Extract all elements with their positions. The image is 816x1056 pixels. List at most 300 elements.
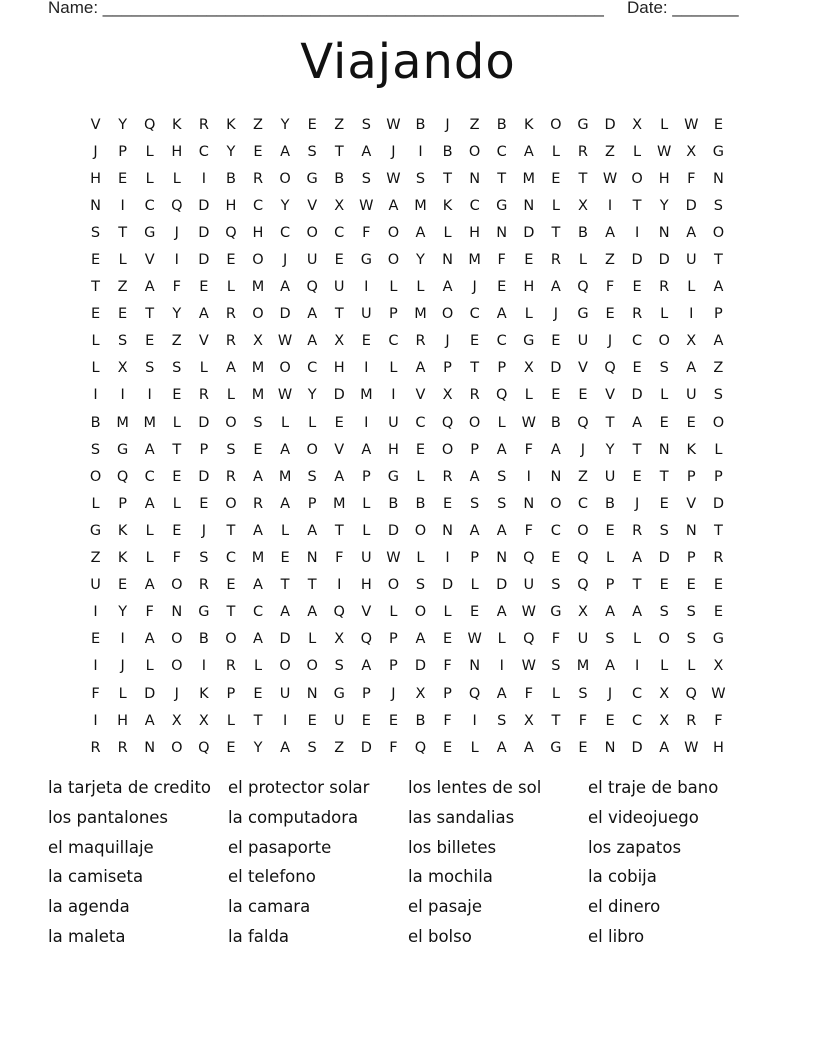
grid-letter: X — [334, 631, 345, 648]
grid-letter: C — [388, 333, 399, 350]
grid-letter: D — [685, 197, 697, 214]
grid-row — [82, 680, 732, 707]
word-list-item: la camara — [228, 897, 311, 917]
grid-letter: T — [280, 577, 290, 594]
grid-letter: R — [198, 387, 209, 404]
grid-letter: C — [252, 604, 264, 621]
grid-letter: A — [523, 739, 534, 756]
grid-letter: I — [364, 279, 369, 296]
grid-row — [82, 246, 732, 273]
grid-letter: G — [333, 685, 345, 702]
grid-letter: Q — [306, 279, 318, 296]
grid-letter: F — [335, 550, 344, 567]
grid-letter: L — [497, 631, 506, 648]
grid-letter: A — [361, 658, 372, 675]
grid-letter: Y — [416, 252, 425, 269]
grid-letter: I — [337, 577, 342, 594]
grid-letter: S — [334, 658, 344, 675]
grid-letter: R — [550, 252, 561, 269]
grid-letter: N — [442, 252, 453, 269]
grid-letter: Q — [577, 279, 589, 296]
grid-letter: O — [306, 224, 318, 241]
grid-letter: Q — [414, 739, 427, 756]
grid-letter: E — [199, 495, 209, 512]
grid-letter: A — [659, 739, 670, 756]
grid-letter: L — [416, 550, 425, 567]
grid-letter: O — [171, 658, 183, 675]
grid-letter: I — [282, 712, 288, 729]
grid-letter: A — [605, 658, 615, 675]
grid-letter: I — [93, 712, 98, 729]
grid-letter: K — [226, 116, 236, 133]
grid-letter: J — [607, 685, 613, 702]
grid-letter: I — [174, 252, 179, 269]
grid-letter: W — [521, 658, 536, 675]
grid-letter: W — [359, 197, 374, 214]
grid-letter: C — [469, 197, 480, 214]
grid-letter: C — [225, 550, 236, 567]
grid-letter: O — [712, 224, 725, 241]
grid-letter: L — [551, 143, 560, 160]
grid-letter: F — [443, 658, 452, 675]
grid-letter: L — [660, 306, 669, 323]
grid-letter: L — [687, 658, 696, 675]
grid-letter: P — [199, 441, 209, 458]
grid-letter: F — [524, 522, 533, 539]
grid-letter: X — [523, 712, 534, 729]
grid-letter: M — [522, 170, 536, 187]
grid-letter: T — [713, 522, 723, 539]
grid-letter: O — [279, 170, 291, 187]
grid-letter: O — [279, 658, 291, 675]
grid-letter: A — [280, 495, 291, 512]
grid-letter: Y — [172, 306, 182, 323]
grid-letter: O — [279, 360, 291, 377]
grid-letter: E — [118, 306, 128, 323]
grid-letter: O — [89, 468, 102, 485]
grid-row — [82, 138, 732, 165]
grid-letter: M — [414, 306, 427, 323]
grid-letter: L — [660, 387, 669, 404]
grid-letter: N — [523, 197, 535, 214]
grid-letter: U — [604, 468, 616, 485]
grid-letter: L — [687, 279, 696, 296]
grid-letter: T — [226, 522, 236, 539]
grid-letter: L — [497, 414, 506, 431]
grid-letter: E — [713, 577, 723, 594]
grid-letter: H — [171, 143, 183, 160]
grid-letter: Q — [577, 577, 589, 594]
grid-letter: C — [632, 685, 643, 702]
grid-letter: T — [443, 170, 452, 187]
grid-letter: A — [144, 577, 155, 594]
grid-letter: S — [551, 577, 561, 594]
grid-letter: C — [577, 495, 588, 512]
grid-letter: A — [632, 414, 643, 431]
grid-letter: V — [307, 197, 318, 214]
grid-letter: R — [442, 468, 453, 485]
grid-letter: D — [631, 739, 643, 756]
grid-letter: W — [386, 550, 401, 567]
grid-letter: F — [605, 279, 615, 296]
grid-letter: I — [526, 468, 531, 485]
grid-letter: G — [116, 441, 129, 458]
grid-letter: C — [334, 224, 345, 241]
grid-letter: F — [389, 739, 398, 756]
grid-letter: A — [198, 306, 209, 323]
grid-letter: J — [580, 441, 586, 458]
grid-letter: L — [226, 712, 235, 729]
grid-letter: V — [686, 495, 697, 512]
grid-letter: N — [144, 739, 156, 756]
grid-letter: W — [386, 170, 401, 187]
grid-letter: B — [198, 631, 209, 648]
grid-letter: E — [686, 414, 696, 431]
grid-letter: A — [225, 360, 236, 377]
grid-letter: L — [660, 116, 669, 133]
grid-letter: X — [198, 712, 209, 729]
grid-letter: N — [550, 468, 562, 485]
grid-letter: A — [469, 468, 480, 485]
grid-row — [82, 301, 732, 328]
grid-letter: J — [553, 306, 558, 323]
grid-letter: A — [713, 279, 724, 296]
grid-letter: A — [686, 224, 697, 241]
grid-letter: I — [418, 143, 423, 160]
grid-letter: V — [144, 252, 155, 269]
grid-letter: A — [307, 604, 318, 621]
grid-letter: U — [577, 333, 589, 350]
word-list-item: el libro — [588, 927, 645, 946]
grid-letter: C — [198, 143, 209, 160]
grid-letter: H — [333, 360, 345, 377]
grid-letter: W — [521, 604, 536, 621]
grid-letter: Z — [171, 333, 182, 350]
grid-letter: S — [470, 495, 480, 512]
word-list-item: la maleta — [48, 927, 126, 946]
grid-letter: R — [632, 306, 643, 323]
grid-letter: M — [251, 360, 265, 377]
grid-letter: E — [632, 468, 642, 485]
grid-letter: P — [605, 577, 615, 594]
grid-letter: B — [90, 414, 101, 431]
grid-letter: G — [198, 604, 210, 621]
word-list-item: las sandalias — [408, 807, 515, 827]
grid-letter: S — [497, 712, 507, 729]
grid-letter: L — [145, 550, 154, 567]
grid-letter: E — [172, 387, 182, 404]
grid-letter: O — [225, 414, 237, 431]
grid-letter: L — [91, 333, 100, 350]
grid-letter: E — [632, 360, 642, 377]
grid-letter: S — [199, 550, 209, 567]
grid-letter: L — [253, 658, 263, 675]
grid-letter: W — [277, 387, 293, 404]
word-list-item: el maquillaje — [48, 837, 154, 857]
grid-letter: A — [713, 333, 724, 350]
grid-letter: M — [414, 197, 427, 214]
grid-letter: E — [226, 739, 236, 756]
grid-letter: Q — [468, 685, 481, 702]
grid-letter: E — [442, 495, 453, 512]
grid-letter: A — [280, 143, 291, 160]
grid-letter: G — [712, 143, 725, 160]
grid-letter: T — [551, 224, 561, 241]
grid-letter: T — [334, 306, 344, 323]
grid-letter: S — [118, 333, 128, 350]
grid-letter: L — [362, 495, 371, 512]
grid-letter: R — [198, 577, 209, 594]
grid-letter: I — [93, 658, 98, 675]
grid-letter: E — [253, 685, 263, 702]
grid-letter: L — [308, 414, 317, 431]
grid-letter: O — [441, 441, 454, 458]
grid-row — [82, 653, 732, 680]
grid-letter: A — [496, 685, 507, 702]
grid-letter: E — [118, 577, 128, 594]
grid-letter: D — [279, 631, 291, 648]
grid-letter: G — [577, 306, 589, 323]
grid-letter: E — [226, 577, 236, 594]
grid-letter: M — [468, 252, 481, 269]
grid-letter: I — [120, 197, 125, 214]
grid-letter: A — [253, 522, 263, 539]
grid-letter: A — [334, 468, 345, 485]
grid-letter: F — [687, 170, 696, 187]
grid-letter: S — [415, 170, 426, 187]
grid-letter: O — [658, 333, 670, 350]
grid-letter: W — [277, 333, 293, 350]
grid-letter: Q — [198, 739, 210, 756]
grid-letter: N — [658, 441, 670, 458]
grid-letter: B — [225, 170, 236, 187]
grid-letter: V — [90, 116, 101, 133]
grid-letter: D — [414, 658, 427, 675]
grid-letter: L — [145, 170, 154, 187]
grid-letter: T — [253, 712, 263, 729]
grid-letter: R — [252, 170, 264, 187]
grid-letter: L — [145, 143, 154, 160]
grid-letter: D — [523, 224, 535, 241]
grid-letter: T — [307, 577, 317, 594]
grid-row — [82, 734, 732, 761]
grid-letter: X — [632, 116, 643, 133]
grid-letter: O — [414, 604, 427, 621]
grid-letter: N — [469, 170, 481, 187]
grid-letter: A — [605, 224, 615, 241]
grid-letter: D — [658, 550, 670, 567]
grid-letter: E — [280, 550, 290, 567]
grid-letter: U — [333, 279, 345, 296]
grid-letter: E — [686, 577, 696, 594]
grid-letter: L — [226, 387, 235, 404]
grid-letter: E — [90, 306, 101, 323]
grid-letter: S — [578, 685, 588, 702]
grid-letter: D — [712, 495, 724, 512]
grid-letter: W — [467, 631, 482, 648]
grid-letter: N — [306, 550, 318, 567]
grid-letter: Y — [280, 116, 290, 133]
grid-letter: D — [279, 306, 291, 323]
grid-letter: V — [605, 387, 615, 404]
grid-letter: F — [714, 712, 723, 729]
grid-letter: F — [362, 224, 371, 241]
grid-letter: P — [470, 550, 479, 567]
grid-letter: W — [521, 414, 536, 431]
grid-letter: T — [118, 224, 128, 241]
grid-letter: C — [469, 306, 480, 323]
grid-letter: E — [226, 252, 236, 269]
grid-letter: O — [225, 495, 237, 512]
grid-letter: R — [90, 739, 101, 756]
grid-letter: A — [496, 739, 507, 756]
grid-letter: F — [443, 712, 452, 729]
word-list-item: la computadora — [228, 807, 359, 827]
grid-letter: L — [389, 360, 398, 377]
grid-letter: L — [91, 495, 100, 512]
grid-letter: E — [551, 550, 561, 567]
grid-letter: B — [334, 170, 345, 187]
grid-letter: K — [172, 116, 182, 133]
grid-letter: T — [226, 604, 236, 621]
grid-letter: G — [144, 224, 156, 241]
grid-letter: L — [281, 414, 290, 431]
grid-letter: B — [415, 712, 426, 729]
grid-letter: E — [253, 441, 263, 458]
grid-letter: L — [172, 170, 181, 187]
grid-letter: R — [632, 522, 643, 539]
grid-letter: D — [631, 387, 643, 404]
grid-letter: H — [360, 577, 372, 594]
grid-letter: G — [523, 333, 535, 350]
grid-letter: A — [280, 739, 291, 756]
grid-letter: V — [577, 360, 588, 377]
grid-letter: L — [443, 604, 452, 621]
grid-letter: N — [442, 522, 453, 539]
grid-row — [82, 409, 732, 436]
grid-letter: B — [496, 116, 507, 133]
grid-letter: A — [415, 631, 426, 648]
grid-letter: U — [306, 252, 318, 269]
grid-letter: O — [171, 739, 183, 756]
grid-letter: X — [117, 360, 128, 377]
grid-letter: P — [686, 468, 696, 485]
grid-letter: U — [685, 252, 697, 269]
grid-letter: B — [388, 495, 399, 512]
grid-letter: A — [496, 522, 507, 539]
grid-letter: L — [605, 550, 615, 567]
grid-letter: H — [90, 170, 101, 187]
grid-letter: Q — [685, 685, 697, 702]
grid-letter: T — [551, 712, 561, 729]
grid-letter: I — [201, 658, 206, 675]
grid-letter: S — [172, 360, 182, 377]
grid-letter: E — [578, 739, 588, 756]
grid-letter: S — [605, 631, 615, 648]
grid-letter: S — [361, 116, 371, 133]
grid-letter: I — [472, 712, 477, 729]
grid-letter: N — [306, 685, 318, 702]
grid-letter: P — [443, 685, 452, 702]
grid-letter: E — [551, 333, 561, 350]
grid-letter: O — [306, 441, 318, 458]
grid-letter: K — [524, 116, 534, 133]
grid-letter: I — [93, 387, 98, 404]
grid-letter: X — [442, 387, 453, 404]
grid-letter: I — [499, 658, 504, 675]
grid-letter: L — [389, 604, 398, 621]
page-title: Viajando — [300, 34, 516, 90]
grid-letter: N — [685, 522, 697, 539]
word-list-item: la mochila — [408, 867, 493, 887]
grid-letter: Q — [604, 360, 616, 377]
grid-letter: E — [551, 170, 561, 187]
grid-letter: P — [118, 495, 127, 512]
grid-letter: C — [252, 197, 264, 214]
word-list-item: el dinero — [588, 897, 661, 917]
grid-letter: S — [145, 360, 155, 377]
grid-letter: L — [91, 360, 100, 377]
grid-letter: B — [415, 116, 426, 133]
grid-letter: E — [307, 116, 317, 133]
grid-letter: E — [713, 604, 723, 621]
grid-letter: N — [712, 170, 724, 187]
grid-row — [82, 328, 732, 355]
grid-letter: N — [496, 224, 508, 241]
grid-letter: T — [470, 360, 480, 377]
grid-letter: S — [415, 577, 426, 594]
grid-letter: L — [118, 252, 127, 269]
grid-letter: G — [89, 522, 102, 539]
grid-letter: F — [91, 685, 100, 702]
grid-letter: A — [496, 306, 507, 323]
grid-letter: H — [712, 739, 724, 756]
grid-letter: T — [605, 414, 615, 431]
grid-letter: X — [334, 333, 345, 350]
grid-letter: F — [551, 631, 561, 648]
grid-letter: P — [361, 685, 371, 702]
grid-letter: Y — [280, 197, 290, 214]
grid-letter: X — [713, 658, 724, 675]
grid-letter: N — [90, 197, 101, 214]
grid-letter: R — [225, 333, 236, 350]
grid-letter: R — [225, 658, 236, 675]
grid-letter: Y — [226, 143, 236, 160]
word-list-item: el protector solar — [228, 778, 370, 797]
grid-letter: E — [713, 116, 723, 133]
grid-letter: H — [469, 224, 481, 241]
grid-letter: I — [445, 550, 450, 567]
grid-row — [82, 382, 732, 409]
grid-letter: A — [307, 333, 318, 350]
grid-letter: E — [470, 333, 480, 350]
grid-letter: A — [415, 224, 426, 241]
grid-letter: S — [713, 387, 723, 404]
grid-letter: H — [117, 712, 129, 729]
grid-letter: S — [226, 441, 236, 458]
header-fields — [48, 0, 739, 18]
grid-letter: N — [604, 739, 616, 756]
grid-letter: M — [332, 495, 346, 512]
grid-letter: A — [253, 631, 263, 648]
grid-letter: R — [225, 468, 236, 485]
word-list-item: la agenda — [48, 897, 130, 917]
grid-letter: D — [658, 252, 670, 269]
grid-letter: B — [415, 495, 426, 512]
grid-letter: J — [174, 224, 179, 241]
grid-letter: K — [199, 685, 209, 702]
grid-letter: T — [578, 170, 588, 187]
